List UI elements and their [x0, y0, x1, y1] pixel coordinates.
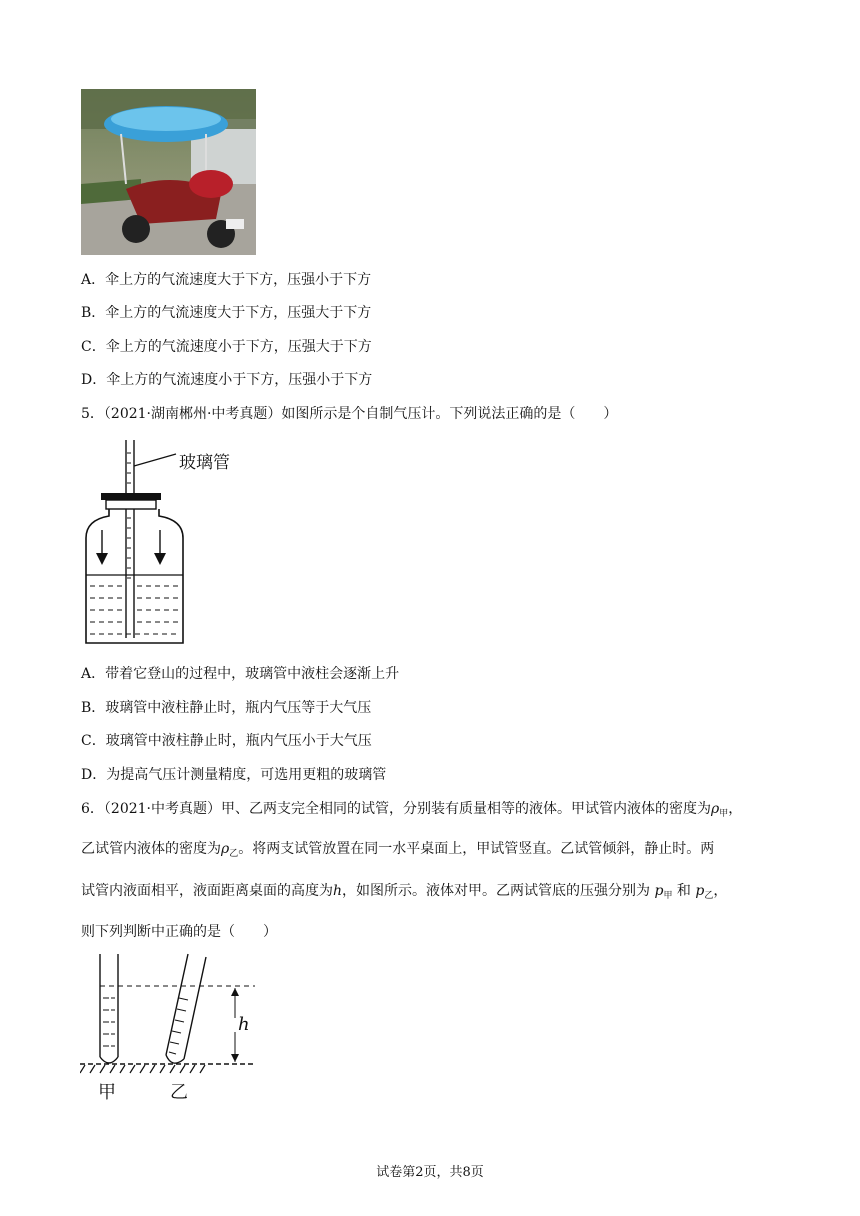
q5-option-d: D．为提高气压计测量精度，可选用更粗的玻璃管 — [81, 767, 387, 783]
glass-tube-label: 玻璃管 — [179, 453, 230, 473]
q6-stem-line2: 乙试管内液体的密度为$\rho_乙$。将两支试管放置在同一水平桌面上，甲试管竖直。乙试管倾斜，静止时。两 — [81, 841, 715, 859]
q4-option-c: C．伞上方的气流速度小于下方，压强大于下方 — [81, 339, 372, 355]
q4-option-b: B．伞上方的气流速度大于下方，压强大于下方 — [81, 305, 372, 321]
tube-yi-label: 乙 — [170, 1082, 188, 1103]
page-footer: 试卷第2页，共8页 — [376, 1165, 484, 1180]
q6-stem-line3: 试管内液面相平，液面距离桌面的高度为h，如图所示。液体对甲。乙两试管底的压强分别为 $p_甲$ 和 $p_乙$， — [81, 883, 728, 901]
q4-option-a: A．伞上方的气流速度大于下方，压强小于下方 — [81, 272, 372, 288]
q5-option-a: A．带着它登山的过程中，玻璃管中液柱会逐渐上升 — [81, 666, 400, 682]
q6-stem-line1: 6．（2021·中考真题）甲、乙两支完全相同的试管，分别装有质量相等的液体。甲试管内液体的密度为$\rho_甲$， — [81, 801, 743, 819]
tube-jia-label: 甲 — [98, 1082, 116, 1103]
height-h-label: h — [238, 1014, 250, 1035]
q5-option-c: C．玻璃管中液柱静止时，瓶内气压小于大气压 — [81, 733, 372, 749]
q5-option-b: B．玻璃管中液柱静止时，瓶内气压等于大气压 — [81, 700, 372, 716]
q5-stem: 5．（2021·湖南郴州·中考真题）如图所示是个自制气压计。下列说法正确的是（ ） — [81, 406, 618, 422]
test-tubes-figure — [80, 952, 260, 1102]
barometer-figure — [81, 438, 271, 648]
q6-stem-line4: 则下列判断中正确的是（ ） — [81, 924, 277, 940]
q4-option-d: D．伞上方的气流速度小于下方，压强小于下方 — [81, 372, 373, 388]
scooter-umbrella-photo — [81, 89, 256, 255]
